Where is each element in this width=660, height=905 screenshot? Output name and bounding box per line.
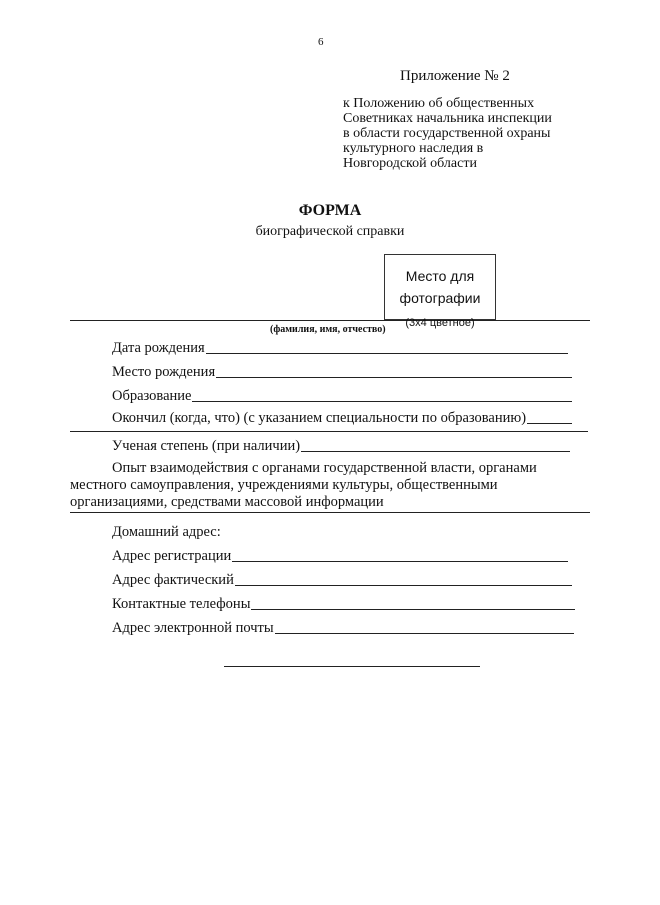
email-line[interactable] xyxy=(275,633,574,634)
experience-line: организациями, средствами массовой информации xyxy=(70,494,384,510)
experience-answer-line[interactable] xyxy=(70,512,590,513)
phones-label: Контактные телефоны xyxy=(112,596,251,612)
registration-address-label: Адрес регистрации xyxy=(112,548,232,564)
education-continuation-line[interactable] xyxy=(70,431,588,432)
full-name-line[interactable] xyxy=(70,320,590,321)
birth-date-field[interactable] xyxy=(112,340,568,357)
birth-date-line[interactable] xyxy=(206,353,568,354)
phones-line[interactable] xyxy=(251,609,575,610)
degree-field[interactable] xyxy=(112,438,570,455)
appendix-line: культурного наследия в xyxy=(343,141,484,156)
birth-place-label: Место рождения xyxy=(112,364,216,380)
photo-label-line3: (3х4 цветное) xyxy=(405,317,475,329)
page-number: 6 xyxy=(318,36,324,48)
actual-address-field[interactable] xyxy=(112,572,572,589)
appendix-reference xyxy=(343,96,552,171)
registration-address-field[interactable] xyxy=(112,548,568,565)
photo-label-line2: фотографии xyxy=(399,290,481,306)
experience-paragraph xyxy=(70,460,590,511)
appendix-line: Новгородской области xyxy=(343,156,477,171)
actual-address-label: Адрес фактический xyxy=(112,572,234,588)
phones-field[interactable] xyxy=(112,596,575,613)
birth-place-line[interactable] xyxy=(216,377,572,378)
appendix-line: к Положению об общественных xyxy=(343,96,535,111)
email-field[interactable] xyxy=(112,620,574,637)
email-label: Адрес электронной почты xyxy=(112,620,274,636)
signature-line[interactable] xyxy=(224,666,480,667)
actual-address-line[interactable] xyxy=(235,585,572,586)
graduated-field[interactable] xyxy=(112,410,572,427)
registration-address-line[interactable] xyxy=(232,561,568,562)
appendix-title: Приложение № 2 xyxy=(400,68,510,84)
education-field[interactable] xyxy=(112,388,572,405)
birth-date-label: Дата рождения xyxy=(112,340,205,356)
full-name-caption: (фамилия, имя, отчество) xyxy=(270,324,386,335)
education-line[interactable] xyxy=(192,401,572,402)
degree-label: Ученая степень (при наличии) xyxy=(112,438,301,454)
appendix-line: Советниках начальника инспекции xyxy=(343,111,552,126)
photo-label-line1: Место для xyxy=(405,268,475,284)
photo-placeholder[interactable] xyxy=(384,254,496,329)
form-title: ФОРМА xyxy=(298,202,362,219)
graduated-line[interactable] xyxy=(527,423,572,424)
graduated-label: Окончил (когда, что) (с указанием специальности по образованию) xyxy=(112,410,527,426)
birth-place-field[interactable] xyxy=(112,364,572,381)
form-subtitle: биографической справки xyxy=(255,224,405,239)
appendix-line: в области государственной охраны xyxy=(343,126,551,141)
experience-line: Опыт взаимодействия с органами государственной власти, органами xyxy=(112,460,537,476)
experience-line: местного самоуправления, учреждениями культуры, общественными xyxy=(70,477,498,493)
home-address-heading: Домашний адрес: xyxy=(112,524,221,540)
degree-line[interactable] xyxy=(301,451,570,452)
education-label: Образование xyxy=(112,388,192,404)
